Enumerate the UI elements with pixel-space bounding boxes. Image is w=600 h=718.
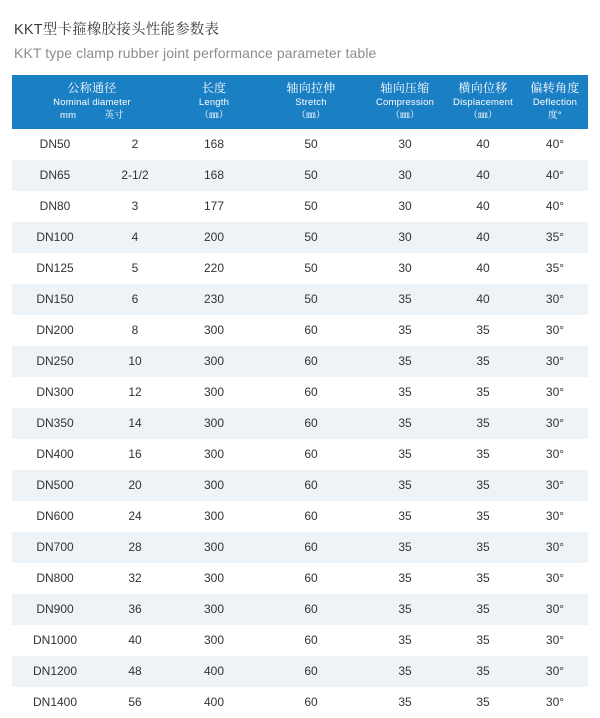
- cell-deflection: 40°: [545, 168, 565, 183]
- cell-displacement: 35: [476, 323, 490, 338]
- cell-nominal-diameter-mm: DN80: [39, 199, 71, 214]
- cell-deflection: 30°: [545, 633, 565, 648]
- cell-nominal-diameter-inch: 28: [128, 540, 142, 555]
- cell-deflection: 30°: [545, 664, 565, 679]
- cell-stretch: 50: [304, 261, 318, 276]
- cell-length: 300: [203, 354, 225, 369]
- cell-compression: 35: [398, 602, 412, 617]
- header-deflection: [522, 75, 588, 129]
- cell-displacement: 35: [476, 478, 490, 493]
- header-length: [172, 75, 256, 129]
- cell-stretch: 50: [304, 292, 318, 307]
- cell-nominal-diameter-inch: 8: [131, 323, 139, 338]
- cell-nominal-diameter-mm: DN200: [36, 323, 74, 338]
- cell-displacement: 35: [476, 385, 490, 400]
- cell-displacement: 35: [476, 633, 490, 648]
- cell-length: 400: [203, 664, 225, 679]
- cell-compression: 35: [398, 385, 412, 400]
- cell-deflection: 30°: [545, 354, 565, 369]
- cell-length: 300: [203, 633, 225, 648]
- cell-compression: 35: [398, 571, 412, 586]
- header-deflection-en: Deflection: [532, 97, 578, 108]
- cell-nominal-diameter-inch: 2: [131, 137, 139, 152]
- cell-stretch: 50: [304, 168, 318, 183]
- table-row: [12, 532, 588, 563]
- cell-nominal-diameter-inch: 16: [128, 447, 142, 462]
- cell-displacement: 35: [476, 509, 490, 524]
- cell-displacement: 35: [476, 695, 490, 710]
- cell-compression: 30: [398, 261, 412, 276]
- cell-stretch: 50: [304, 230, 318, 245]
- cell-stretch: 60: [304, 385, 318, 400]
- cell-displacement: 35: [476, 416, 490, 431]
- cell-displacement: 35: [476, 354, 490, 369]
- cell-length: 168: [203, 137, 225, 152]
- header-deflection-cn: 偏转角度: [530, 81, 580, 95]
- cell-displacement: 40: [476, 199, 490, 214]
- header-nominal-diameter-en: Nominal diameter: [53, 97, 131, 108]
- cell-compression: 30: [398, 230, 412, 245]
- cell-nominal-diameter-inch: 40: [128, 633, 142, 648]
- cell-displacement: 40: [476, 230, 490, 245]
- header-compression: [366, 75, 444, 129]
- cell-nominal-diameter-inch: 10: [128, 354, 142, 369]
- cell-nominal-diameter-mm: DN1400: [32, 695, 78, 710]
- header-nominal-diameter-units: [14, 110, 170, 122]
- header-displacement-unit: （㎜）: [468, 109, 498, 121]
- cell-compression: 35: [398, 509, 412, 524]
- cell-deflection: 30°: [545, 447, 565, 462]
- cell-nominal-diameter-inch: 4: [131, 230, 139, 245]
- cell-length: 168: [203, 168, 225, 183]
- cell-compression: 30: [398, 168, 412, 183]
- cell-compression: 35: [398, 323, 412, 338]
- header-nominal-diameter-cn: 公称通径: [67, 81, 117, 95]
- cell-compression: 35: [398, 354, 412, 369]
- cell-compression: 35: [398, 540, 412, 555]
- table-row: [12, 625, 588, 656]
- table-body: [12, 129, 588, 718]
- cell-compression: 35: [398, 447, 412, 462]
- cell-length: 300: [203, 478, 225, 493]
- cell-nominal-diameter-inch: 2-1/2: [121, 168, 149, 183]
- cell-stretch: 60: [304, 664, 318, 679]
- header-stretch-cn: 轴向拉伸: [286, 81, 336, 95]
- cell-nominal-diameter-mm: DN1000: [32, 633, 78, 648]
- table-row: [12, 284, 588, 315]
- cell-compression: 35: [398, 416, 412, 431]
- cell-length: 300: [203, 602, 225, 617]
- cell-length: 300: [203, 447, 225, 462]
- cell-displacement: 40: [476, 137, 490, 152]
- table-row: [12, 408, 588, 439]
- cell-stretch: 60: [304, 447, 318, 462]
- cell-stretch: 60: [304, 695, 318, 710]
- cell-deflection: 35°: [545, 261, 565, 276]
- page-title-cn: KKT型卡箍橡胶接头性能参数表: [14, 22, 220, 38]
- cell-nominal-diameter-mm: DN125: [36, 261, 74, 276]
- cell-nominal-diameter-mm: DN900: [36, 602, 74, 617]
- cell-nominal-diameter-mm: DN800: [36, 571, 74, 586]
- cell-compression: 35: [398, 664, 412, 679]
- cell-length: 300: [203, 385, 225, 400]
- cell-nominal-diameter-mm: DN700: [36, 540, 74, 555]
- cell-length: 220: [203, 261, 225, 276]
- header-length-en: Length: [198, 97, 230, 108]
- table-row: [12, 377, 588, 408]
- cell-length: 300: [203, 416, 225, 431]
- cell-displacement: 40: [476, 168, 490, 183]
- header-stretch-en: Stretch: [295, 97, 327, 108]
- header-stretch: [256, 75, 366, 129]
- cell-length: 300: [203, 571, 225, 586]
- cell-deflection: 30°: [545, 385, 565, 400]
- cell-nominal-diameter-mm: DN65: [39, 168, 71, 183]
- cell-deflection: 30°: [545, 540, 565, 555]
- cell-stretch: 50: [304, 199, 318, 214]
- cell-length: 400: [203, 695, 225, 710]
- cell-nominal-diameter-mm: DN1200: [32, 664, 78, 679]
- table-row: [12, 129, 588, 160]
- cell-nominal-diameter-mm: DN300: [36, 385, 74, 400]
- table-row: [12, 160, 588, 191]
- cell-stretch: 60: [304, 478, 318, 493]
- cell-nominal-diameter-inch: 24: [128, 509, 142, 524]
- header-deflection-unit: 度°: [548, 109, 562, 121]
- cell-compression: 35: [398, 695, 412, 710]
- cell-displacement: 35: [476, 664, 490, 679]
- table-header: [12, 75, 588, 129]
- table-row: [12, 563, 588, 594]
- table-row: [12, 501, 588, 532]
- cell-length: 200: [203, 230, 225, 245]
- cell-stretch: 50: [304, 137, 318, 152]
- cell-nominal-diameter-mm: DN350: [36, 416, 74, 431]
- table-row: [12, 656, 588, 687]
- header-unit-inch: 英寸: [104, 109, 125, 121]
- cell-stretch: 60: [304, 602, 318, 617]
- cell-deflection: 30°: [545, 292, 565, 307]
- table-row: [12, 191, 588, 222]
- cell-stretch: 60: [304, 633, 318, 648]
- cell-displacement: 35: [476, 571, 490, 586]
- cell-nominal-diameter-mm: DN100: [36, 230, 74, 245]
- cell-stretch: 60: [304, 509, 318, 524]
- cell-deflection: 30°: [545, 509, 565, 524]
- header-displacement: [444, 75, 522, 129]
- cell-nominal-diameter-mm: DN250: [36, 354, 74, 369]
- cell-deflection: 30°: [545, 602, 565, 617]
- cell-stretch: 60: [304, 571, 318, 586]
- cell-compression: 35: [398, 292, 412, 307]
- cell-length: 230: [203, 292, 225, 307]
- header-displacement-cn: 横向位移: [458, 81, 508, 95]
- page-title-en: KKT type clamp rubber joint performance parameter table: [14, 45, 377, 61]
- table-row: [12, 253, 588, 284]
- table-row: [12, 315, 588, 346]
- cell-nominal-diameter-inch: 14: [128, 416, 142, 431]
- header-displacement-en: Displacement: [453, 97, 513, 108]
- table-row: [12, 594, 588, 625]
- cell-compression: 35: [398, 633, 412, 648]
- cell-deflection: 30°: [545, 695, 565, 710]
- cell-displacement: 35: [476, 447, 490, 462]
- header-compression-en: Compression: [375, 97, 435, 108]
- table-row: [12, 222, 588, 253]
- cell-deflection: 40°: [545, 137, 565, 152]
- cell-deflection: 35°: [545, 230, 565, 245]
- cell-nominal-diameter-inch: 6: [131, 292, 139, 307]
- table-row: [12, 439, 588, 470]
- cell-nominal-diameter-inch: 5: [131, 261, 139, 276]
- cell-nominal-diameter-inch: 48: [128, 664, 142, 679]
- header-compression-unit: （㎜）: [390, 109, 420, 121]
- cell-nominal-diameter-inch: 32: [128, 571, 142, 586]
- table-row: [12, 346, 588, 377]
- cell-deflection: 30°: [545, 416, 565, 431]
- table-row: [12, 470, 588, 501]
- cell-nominal-diameter-mm: DN500: [36, 478, 74, 493]
- spec-table: [12, 75, 588, 718]
- cell-nominal-diameter-inch: 56: [128, 695, 142, 710]
- cell-length: 300: [203, 509, 225, 524]
- cell-length: 177: [203, 199, 225, 214]
- cell-nominal-diameter-inch: 12: [128, 385, 142, 400]
- cell-compression: 30: [398, 137, 412, 152]
- cell-displacement: 35: [476, 540, 490, 555]
- cell-displacement: 40: [476, 292, 490, 307]
- table-row: [12, 687, 588, 718]
- cell-deflection: 30°: [545, 478, 565, 493]
- cell-nominal-diameter-inch: 36: [128, 602, 142, 617]
- cell-nominal-diameter-mm: DN400: [36, 447, 74, 462]
- cell-stretch: 60: [304, 416, 318, 431]
- cell-stretch: 60: [304, 354, 318, 369]
- header-compression-cn: 轴向压缩: [380, 81, 430, 95]
- header-row: [12, 75, 588, 129]
- header-length-cn: 长度: [201, 81, 227, 95]
- cell-displacement: 40: [476, 261, 490, 276]
- header-length-unit: （㎜）: [199, 109, 229, 121]
- cell-nominal-diameter-mm: DN50: [39, 137, 71, 152]
- cell-stretch: 60: [304, 540, 318, 555]
- header-nominal-diameter: [12, 75, 172, 129]
- cell-nominal-diameter-inch: 3: [131, 199, 139, 214]
- header-unit-mm: mm: [59, 109, 77, 121]
- cell-stretch: 60: [304, 323, 318, 338]
- cell-deflection: 40°: [545, 199, 565, 214]
- cell-nominal-diameter-mm: DN150: [36, 292, 74, 307]
- cell-deflection: 30°: [545, 323, 565, 338]
- cell-compression: 35: [398, 478, 412, 493]
- cell-nominal-diameter-inch: 20: [128, 478, 142, 493]
- cell-length: 300: [203, 323, 225, 338]
- cell-compression: 30: [398, 199, 412, 214]
- cell-displacement: 35: [476, 602, 490, 617]
- cell-length: 300: [203, 540, 225, 555]
- cell-nominal-diameter-mm: DN600: [36, 509, 74, 524]
- header-stretch-unit: （㎜）: [296, 109, 326, 121]
- cell-deflection: 30°: [545, 571, 565, 586]
